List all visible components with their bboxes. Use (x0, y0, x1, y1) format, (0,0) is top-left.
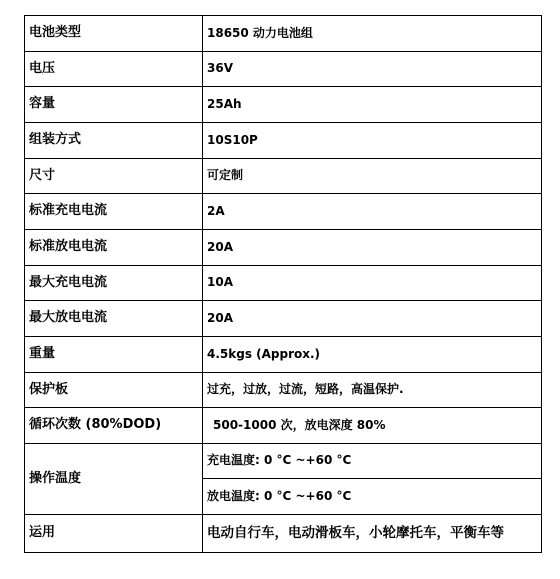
value-charge-temperature: 充电温度: 0 °C ~+60 °C (203, 444, 542, 479)
label-cycle-count: 循环次数 (80%DOD) (25, 408, 203, 444)
label-capacity: 容量 (25, 87, 203, 123)
table-row (25, 230, 542, 266)
label-application: 运用 (25, 515, 203, 553)
table-row (25, 123, 542, 159)
label-size: 尺寸 (25, 159, 203, 194)
label-voltage: 电压 (25, 52, 203, 87)
value-max-discharge-current: 20A (203, 301, 542, 337)
label-protection-board: 保护板 (25, 373, 203, 408)
label-operating-temperature: 操作温度 (25, 444, 203, 515)
table-row (25, 16, 542, 52)
value-protection-board: 过充，过放，过流，短路，高温保护. (203, 373, 542, 408)
value-assembly: 10S10P (203, 123, 542, 159)
label-max-charge-current: 最大充电电流 (25, 266, 203, 301)
value-cycle-count: 500-1000 次，放电深度 80% (203, 408, 542, 444)
value-capacity: 25Ah (203, 87, 542, 123)
value-weight: 4.5kgs (Approx.) (203, 337, 542, 373)
table-row (25, 266, 542, 301)
table-row (25, 373, 542, 408)
table-row (25, 408, 542, 444)
battery-spec-table (24, 15, 542, 553)
label-assembly: 组装方式 (25, 123, 203, 159)
table-row (25, 194, 542, 230)
table-row (25, 515, 542, 553)
value-voltage: 36V (203, 52, 542, 87)
label-max-discharge-current: 最大放电电流 (25, 301, 203, 337)
value-battery-type: 18650 动力电池组 (203, 16, 542, 52)
label-std-charge-current: 标准充电电流 (25, 194, 203, 230)
value-size: 可定制 (203, 159, 542, 194)
table-row (25, 337, 542, 373)
value-std-charge-current: 2A (203, 194, 542, 230)
value-std-discharge-current: 20A (203, 230, 542, 266)
label-battery-type: 电池类型 (25, 16, 203, 52)
table-row (25, 444, 542, 479)
label-std-discharge-current: 标准放电电流 (25, 230, 203, 266)
value-max-charge-current: 10A (203, 266, 542, 301)
table-row (25, 87, 542, 123)
table-row (25, 159, 542, 194)
table-row (25, 52, 542, 87)
value-application: 电动自行车，电动滑板车，小轮摩托车，平衡车等 (203, 515, 542, 553)
label-weight: 重量 (25, 337, 203, 373)
value-discharge-temperature: 放电温度: 0 °C ~+60 °C (203, 479, 542, 515)
table-row (25, 301, 542, 337)
